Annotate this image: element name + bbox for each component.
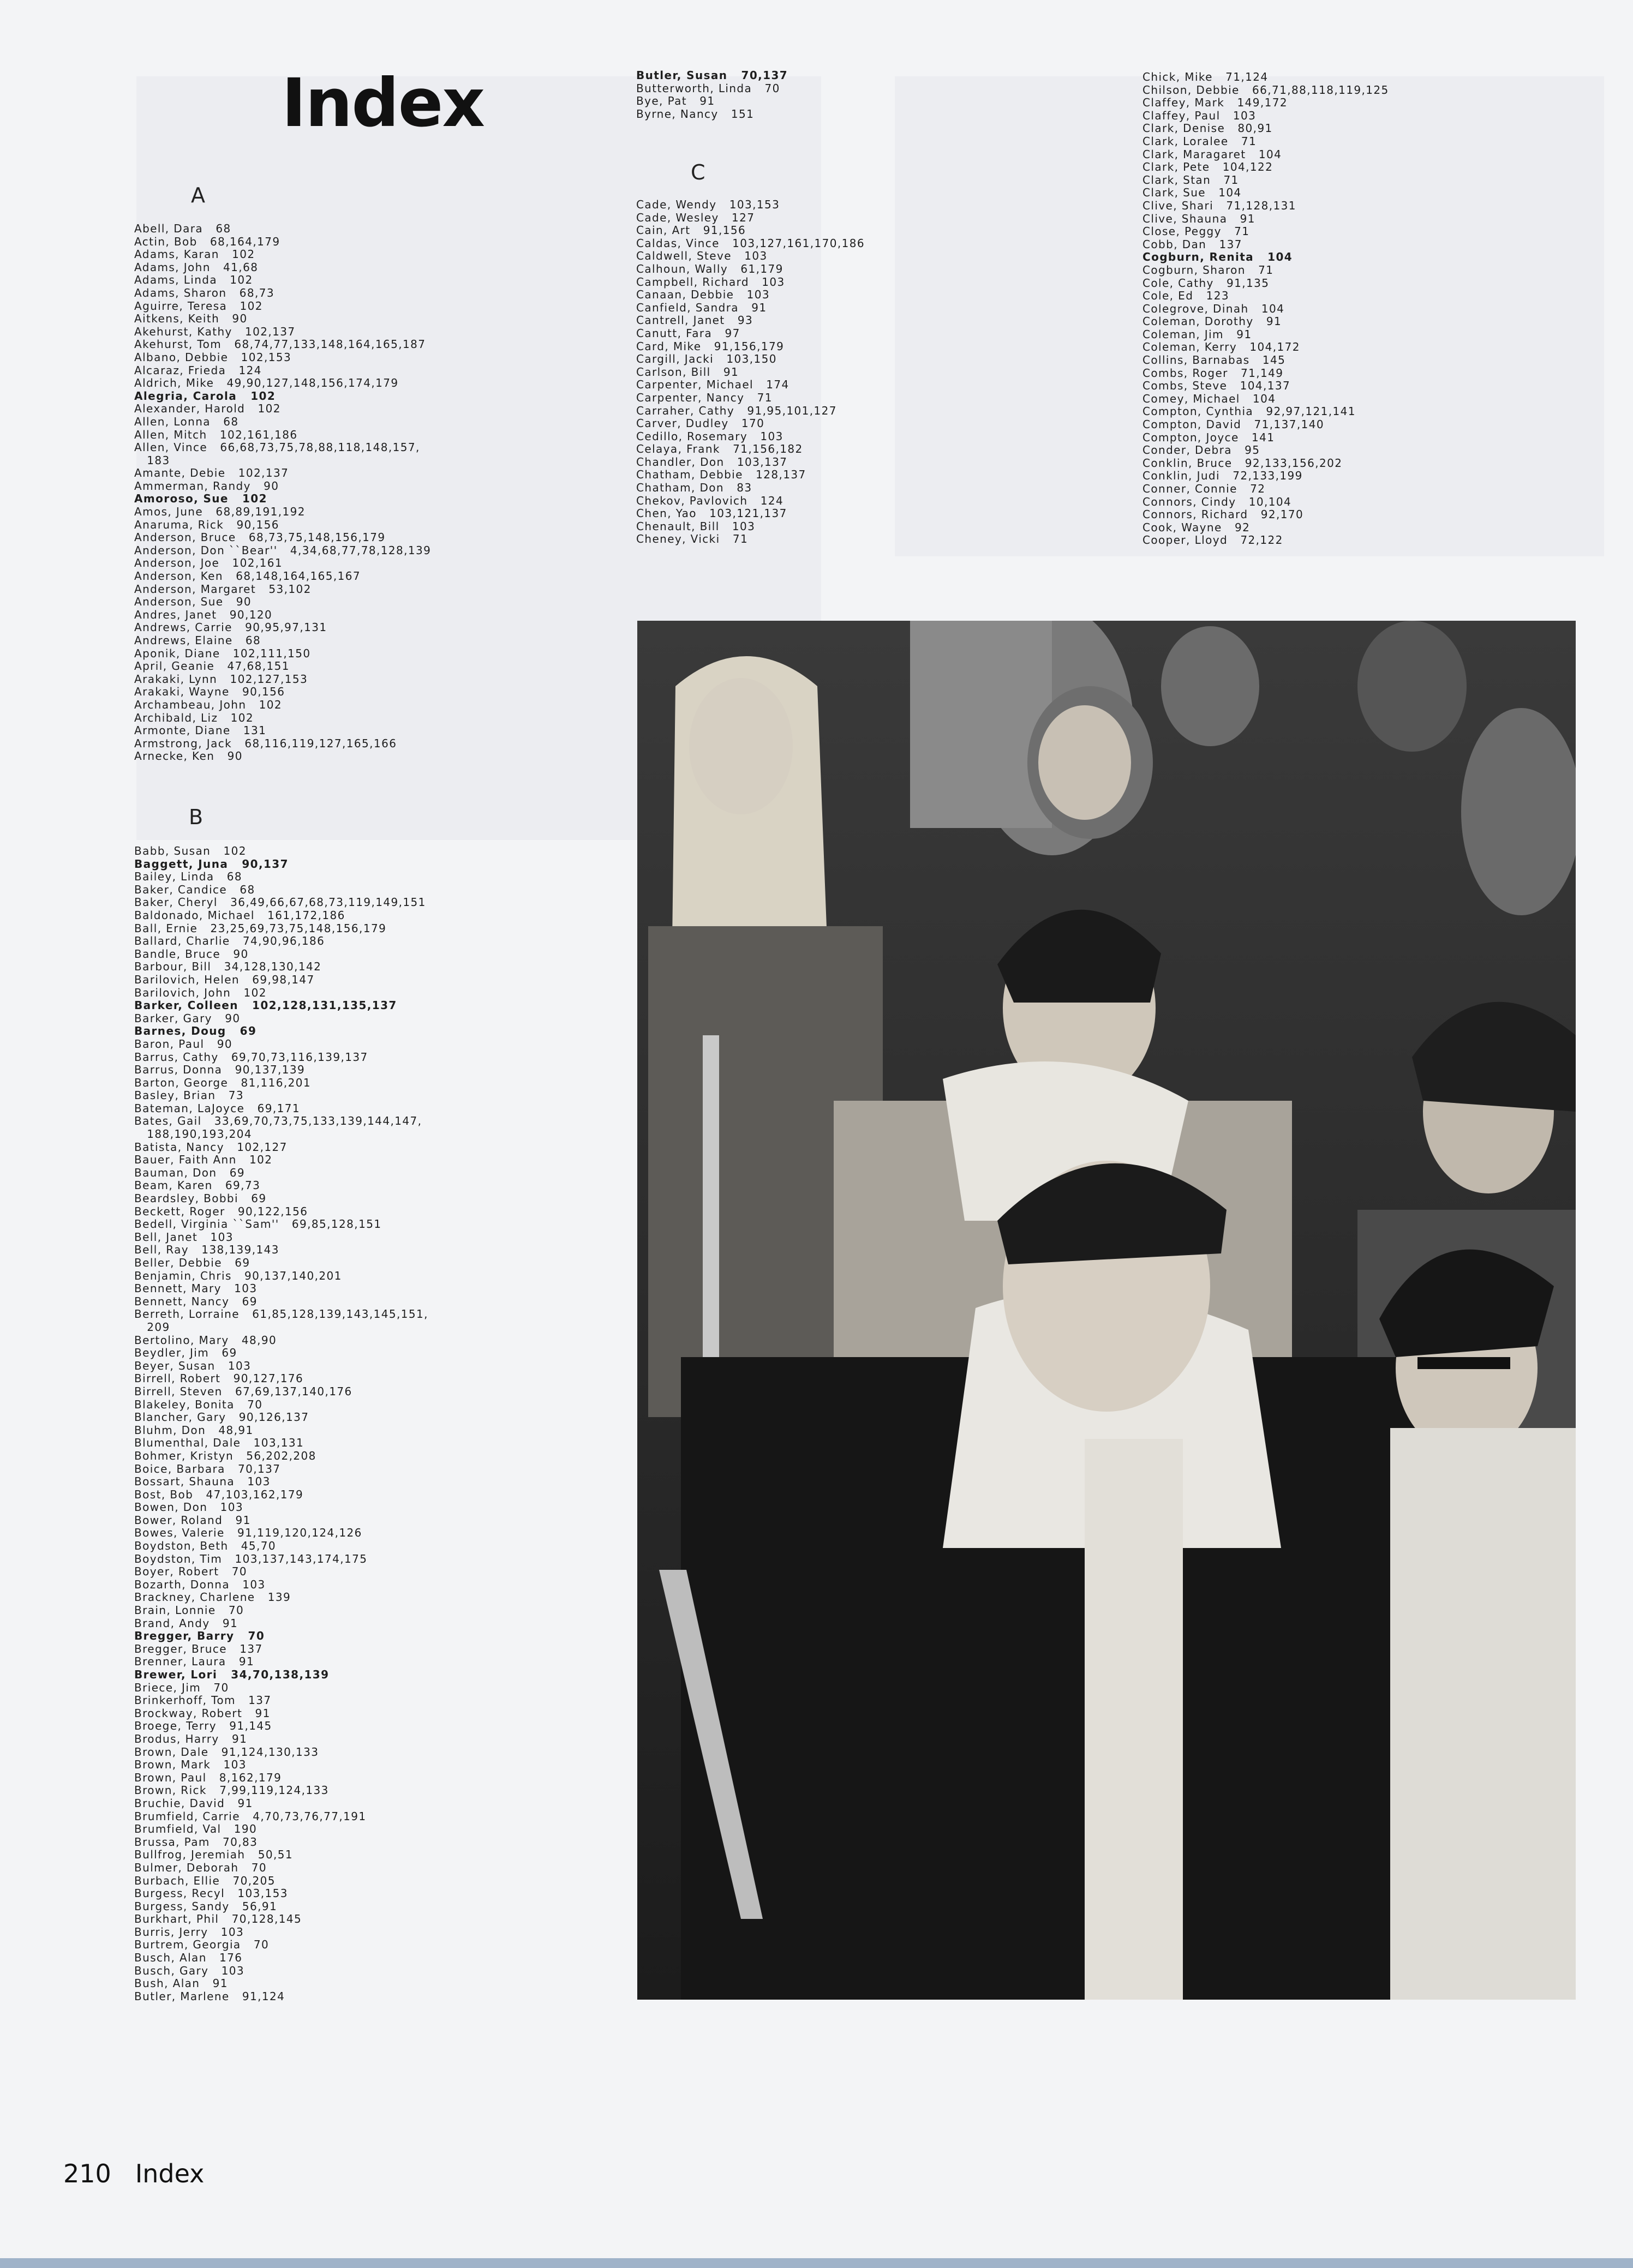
- index-entry: Bell, Janet 103: [134, 1230, 234, 1244]
- index-entry: Anderson, Sue 90: [134, 595, 252, 609]
- index-entry: Barilovich, John 102: [134, 986, 267, 999]
- index-entry: Conklin, Judi 72,133,199: [1142, 469, 1303, 483]
- index-entry: Bush, Alan 91: [134, 1977, 228, 1990]
- index-entry: Cade, Wendy 103,153: [636, 198, 780, 211]
- index-entry: Clark, Loralee 71: [1142, 134, 1257, 148]
- index-entry: Adams, Sharon 68,73: [134, 286, 274, 299]
- index-entry: Adams, Linda 102: [134, 273, 253, 287]
- index-entry: Amoroso, Sue 102: [134, 492, 267, 506]
- index-entry: Akehurst, Kathy 102,137: [134, 325, 296, 338]
- index-entry: April, Geanie 47,68,151: [134, 659, 290, 673]
- index-entry: Birrell, Steven 67,69,137,140,176: [134, 1384, 352, 1398]
- index-entry: Brown, Dale 91,124,130,133: [134, 1745, 319, 1759]
- index-entry: Blumenthal, Dale 103,131: [134, 1436, 304, 1450]
- index-entry: Busch, Alan 176: [134, 1951, 243, 1965]
- running-footer-label: Index: [135, 2159, 205, 2188]
- index-entry: Coleman, Jim 91: [1142, 327, 1252, 341]
- index-entry: Ammerman, Randy 90: [134, 479, 279, 493]
- index-entry: Andrews, Carrie 90,95,97,131: [134, 621, 327, 634]
- index-entry: Clark, Denise 80,91: [1142, 122, 1273, 135]
- index-entry: Conklin, Bruce 92,133,156,202: [1142, 456, 1343, 470]
- index-entry: Beam, Karen 69,73: [134, 1179, 261, 1192]
- index-entry: Barbour, Bill 34,128,130,142: [134, 960, 322, 974]
- index-entry: Carlson, Bill 91: [636, 365, 739, 379]
- index-entry: Anaruma, Rick 90,156: [134, 518, 279, 531]
- section-letter-b: B: [189, 805, 204, 829]
- index-entry: Busch, Gary 103: [134, 1964, 245, 1977]
- index-entry: Bowes, Valerie 91,119,120,124,126: [134, 1526, 362, 1540]
- index-entry: Chatham, Don 83: [636, 481, 752, 495]
- index-entry: Clark, Stan 71: [1142, 173, 1239, 187]
- index-entry: Amante, Debie 102,137: [134, 466, 289, 480]
- index-entry: Albano, Debbie 102,153: [134, 350, 292, 364]
- index-entry: Cole, Cathy 91,135: [1142, 276, 1270, 290]
- index-entry: Butler, Susan 70,137: [636, 69, 788, 82]
- index-entry: Brumfield, Val 190: [134, 1822, 258, 1836]
- index-entry: Carver, Dudley 170: [636, 417, 765, 430]
- index-entry: Collins, Barnabas 145: [1142, 353, 1286, 367]
- index-entry: Beyer, Susan 103: [134, 1359, 252, 1372]
- index-entry: Archambeau, John 102: [134, 698, 283, 711]
- index-column-c-continued: [1142, 71, 1389, 547]
- index-entry: Brockway, Robert 91: [134, 1706, 271, 1720]
- index-entry: Conder, Debra 95: [1142, 443, 1260, 457]
- index-entry: Amos, June 68,89,191,192: [134, 505, 306, 519]
- index-entry: Coleman, Dorothy 91: [1142, 315, 1282, 328]
- index-entry: Bedell, Virginia ``Sam'' 69,85,128,151: [134, 1217, 382, 1231]
- index-entry: Chekov, Pavlovich 124: [636, 494, 784, 507]
- index-entry: Brown, Paul 8,162,179: [134, 1771, 282, 1784]
- index-entry: Berreth, Lorraine 61,85,128,139,143,145,151,: [134, 1307, 428, 1321]
- index-entry: Bauman, Don 69: [134, 1166, 246, 1179]
- index-entry: Campbell, Richard 103: [636, 275, 785, 289]
- student-crowd-photo: [637, 621, 1576, 2000]
- index-entry: Bowen, Don 103: [134, 1501, 243, 1514]
- index-entry: Bullfrog, Jeremiah 50,51: [134, 1848, 293, 1862]
- index-entry: Blakeley, Bonita 70: [134, 1397, 263, 1411]
- index-entry: Beller, Debbie 69: [134, 1256, 250, 1269]
- index-entry: Bateman, LaJoyce 69,171: [134, 1101, 300, 1115]
- index-entry: Batista, Nancy 102,127: [134, 1140, 288, 1154]
- index-entry: Andres, Janet 90,120: [134, 608, 273, 621]
- index-entry: Aponik, Diane 102,111,150: [134, 646, 311, 660]
- index-entry: Beardsley, Bobbi 69: [134, 1192, 267, 1205]
- index-entry: Baker, Cheryl 36,49,66,67,68,73,119,149,151: [134, 896, 426, 909]
- index-entry: Caldwell, Steve 103: [636, 249, 768, 263]
- index-entry: Allen, Lonna 68: [134, 415, 239, 428]
- index-entry: Abell, Dara 68: [134, 222, 231, 235]
- index-entry: Brain, Lonnie 70: [134, 1604, 244, 1617]
- index-entry: Clark, Sue 104: [1142, 186, 1242, 200]
- index-entry: Burbach, Ellie 70,205: [134, 1874, 276, 1887]
- index-column-c: [636, 199, 865, 546]
- index-entry: Barnes, Doug 69: [134, 1024, 257, 1038]
- index-entry: Bossart, Shauna 103: [134, 1475, 271, 1489]
- index-entry: Bertolino, Mary 48,90: [134, 1333, 277, 1347]
- index-entry: Bregger, Bruce 137: [134, 1642, 263, 1655]
- index-entry: Clive, Shauna 91: [1142, 212, 1255, 225]
- index-entry: Bandle, Bruce 90: [134, 947, 249, 961]
- index-entry: Canutt, Fara 97: [636, 326, 740, 340]
- index-entry: Chandler, Don 103,137: [636, 455, 788, 469]
- index-entry: Claffey, Mark 149,172: [1142, 96, 1288, 110]
- index-entry: Bruchie, David 91: [134, 1796, 253, 1810]
- index-entry: Clark, Pete 104,122: [1142, 160, 1273, 174]
- index-entry: Arnecke, Ken 90: [134, 749, 243, 763]
- index-entry: Barton, George 81,116,201: [134, 1076, 311, 1089]
- index-entry: Brown, Rick 7,99,119,124,133: [134, 1784, 329, 1797]
- index-entry: Burkhart, Phil 70,128,145: [134, 1912, 302, 1926]
- index-entry: Clive, Shari 71,128,131: [1142, 199, 1296, 212]
- index-entry: Caldas, Vince 103,127,161,170,186: [636, 236, 865, 250]
- index-entry: Aldrich, Mike 49,90,127,148,156,174,179: [134, 376, 399, 390]
- index-entry: Boydston, Beth 45,70: [134, 1539, 277, 1553]
- index-entry: Chenault, Bill 103: [636, 519, 756, 533]
- index-entry: Bluhm, Don 48,91: [134, 1423, 254, 1437]
- index-entry: Beckett, Roger 90,122,156: [134, 1204, 308, 1218]
- index-entry: Cheney, Vicki 71: [636, 532, 749, 546]
- index-entry: Brumfield, Carrie 4,70,73,76,77,191: [134, 1809, 367, 1823]
- index-entry: 188,190,193,204: [134, 1127, 253, 1141]
- index-entry: Colegrove, Dinah 104: [1142, 302, 1285, 315]
- index-entry: Comey, Michael 104: [1142, 392, 1276, 405]
- index-entry: Armstrong, Jack 68,116,119,127,165,166: [134, 736, 397, 750]
- section-letter-a: A: [191, 183, 205, 207]
- index-entry: Clark, Maragaret 104: [1142, 147, 1282, 161]
- index-entry: Blancher, Gary 90,126,137: [134, 1411, 309, 1424]
- index-entry: Adams, Karan 102: [134, 248, 255, 261]
- index-entry: Actin, Bob 68,164,179: [134, 235, 280, 248]
- index-entry: Bost, Bob 47,103,162,179: [134, 1487, 304, 1501]
- index-entry: Brinkerhoff, Tom 137: [134, 1694, 272, 1707]
- index-entry: Barker, Gary 90: [134, 1011, 241, 1025]
- index-entry: Butterworth, Linda 70: [636, 81, 780, 95]
- index-entry: Cobb, Dan 137: [1142, 237, 1242, 251]
- page-number: 210: [63, 2159, 111, 2188]
- index-entry: Boydston, Tim 103,137,143,174,175: [134, 1552, 368, 1565]
- index-entry: Brand, Andy 91: [134, 1616, 238, 1630]
- index-entry: Bates, Gail 33,69,70,73,75,133,139,144,147,: [134, 1114, 422, 1128]
- index-entry: Anderson, Joe 102,161: [134, 556, 283, 570]
- index-entry: Baggett, Juna 90,137: [134, 857, 289, 871]
- index-entry: Burris, Jerry 103: [134, 1925, 244, 1939]
- index-entry: Combs, Roger 71,149: [1142, 366, 1284, 380]
- index-entry: Beydler, Jim 69: [134, 1346, 237, 1360]
- index-entry: Brewer, Lori 34,70,138,139: [134, 1668, 330, 1681]
- index-entry: Burgess, Recyl 103,153: [134, 1887, 288, 1900]
- index-entry: Alexander, Harold 102: [134, 402, 281, 416]
- index-entry: Byrne, Nancy 151: [636, 107, 755, 121]
- index-entry: Bozarth, Donna 103: [134, 1577, 266, 1591]
- index-entry: Basley, Brian 73: [134, 1089, 244, 1102]
- index-entry: Burgess, Sandy 56,91: [134, 1899, 278, 1913]
- index-entry: Anderson, Margaret 53,102: [134, 582, 312, 596]
- index-entry: Briece, Jim 70: [134, 1681, 229, 1694]
- index-entry: Canfield, Sandra 91: [636, 301, 767, 314]
- index-entry: Calhoun, Wally 61,179: [636, 262, 783, 275]
- index-entry: Compton, Joyce 141: [1142, 430, 1275, 444]
- index-entry: Chatham, Debbie 128,137: [636, 468, 806, 482]
- index-entry: Cain, Art 91,156: [636, 224, 746, 237]
- index-entry: Bailey, Linda 68: [134, 870, 242, 884]
- index-entry: Anderson, Don ``Bear'' 4,34,68,77,78,128,139: [134, 543, 432, 557]
- index-entry: Adams, John 41,68: [134, 260, 259, 274]
- page-title: Index: [282, 64, 484, 142]
- index-entry: Brodus, Harry 91: [134, 1732, 248, 1745]
- index-entry: Chilson, Debbie 66,71,88,118,119,125: [1142, 83, 1389, 97]
- index-entry: Bauer, Faith Ann 102: [134, 1153, 273, 1167]
- index-entry: Andrews, Elaine 68: [134, 634, 261, 647]
- index-entry: Alegria, Carola 102: [134, 389, 276, 403]
- index-entry: Alcaraz, Frieda 124: [134, 363, 262, 377]
- index-entry: Conner, Connie 72: [1142, 482, 1266, 495]
- index-entry: Arakaki, Lynn 102,127,153: [134, 672, 308, 686]
- index-entry: Claffey, Paul 103: [1142, 109, 1257, 122]
- index-entry: Brackney, Charlene 139: [134, 1591, 291, 1604]
- index-entry: Brussa, Pam 70,83: [134, 1835, 258, 1849]
- index-entry: Close, Peggy 71: [1142, 225, 1250, 238]
- index-entry: Baldonado, Michael 161,172,186: [134, 908, 345, 922]
- index-entry: Arakaki, Wayne 90,156: [134, 685, 285, 699]
- index-entry: Armonte, Diane 131: [134, 724, 267, 737]
- index-entry: Chen, Yao 103,121,137: [636, 507, 787, 520]
- index-entry: Compton, David 71,137,140: [1142, 418, 1324, 431]
- index-entry: Bye, Pat 91: [636, 94, 715, 108]
- index-entry: Barilovich, Helen 69,98,147: [134, 973, 315, 986]
- index-entry: Bregger, Barry 70: [134, 1629, 265, 1643]
- index-entry: Boyer, Robert 70: [134, 1565, 248, 1579]
- index-entry: Cooper, Lloyd 72,122: [1142, 533, 1283, 547]
- index-entry: Aguirre, Teresa 102: [134, 299, 263, 313]
- page-folio: [63, 2159, 204, 2188]
- index-entry: Cogburn, Sharon 71: [1142, 263, 1274, 277]
- index-entry: Brenner, Laura 91: [134, 1655, 255, 1669]
- index-entry: Bower, Roland 91: [134, 1513, 251, 1527]
- index-entry: Bennett, Nancy 69: [134, 1294, 258, 1308]
- index-entry: Broege, Terry 91,145: [134, 1719, 272, 1733]
- index-entry: Compton, Cynthia 92,97,121,141: [1142, 405, 1356, 418]
- index-entry: Archibald, Liz 102: [134, 711, 254, 724]
- index-entry: Butler, Marlene 91,124: [134, 1989, 285, 2003]
- index-entry: Birrell, Robert 90,127,176: [134, 1372, 304, 1385]
- index-column-b-continued: [636, 69, 788, 121]
- index-entry: Carpenter, Michael 174: [636, 378, 789, 392]
- index-entry: Bulmer, Deborah 70: [134, 1861, 267, 1874]
- index-entry: Chick, Mike 71,124: [1142, 70, 1269, 83]
- index-entry: Barrus, Donna 90,137,139: [134, 1063, 306, 1077]
- index-entry: Combs, Steve 104,137: [1142, 379, 1291, 393]
- index-column-a: [134, 223, 431, 763]
- index-entry: Cook, Wayne 92: [1142, 520, 1251, 534]
- index-entry: Carraher, Cathy 91,95,101,127: [636, 404, 837, 417]
- index-entry: Bohmer, Kristyn 56,202,208: [134, 1449, 316, 1462]
- index-entry: Cargill, Jacki 103,150: [636, 352, 777, 366]
- index-entry: Cole, Ed 123: [1142, 289, 1229, 303]
- index-entry: Carpenter, Nancy 71: [636, 391, 773, 404]
- index-entry: Ball, Ernie 23,25,69,73,75,148,156,179: [134, 921, 387, 935]
- index-entry: Baron, Paul 90: [134, 1037, 232, 1051]
- index-entry: Aitkens, Keith 90: [134, 312, 248, 326]
- index-entry: Akehurst, Tom 68,74,77,133,148,164,165,187: [134, 338, 426, 351]
- index-entry: Burtrem, Georgia 70: [134, 1938, 270, 1952]
- index-entry: Cogburn, Renita 104: [1142, 250, 1293, 264]
- index-entry: Boice, Barbara 70,137: [134, 1462, 281, 1475]
- index-column-b: [134, 845, 428, 2003]
- index-entry: Cade, Wesley 127: [636, 211, 755, 224]
- index-entry: Connors, Cindy 10,104: [1142, 495, 1292, 508]
- index-entry: Barker, Colleen 102,128,131,135,137: [134, 999, 397, 1012]
- index-entry: Cedillo, Rosemary 103: [636, 429, 783, 443]
- index-entry: Coleman, Kerry 104,172: [1142, 340, 1300, 354]
- index-entry: Baker, Candice 68: [134, 883, 255, 896]
- index-entry: 183: [134, 453, 170, 467]
- index-entry: Bennett, Mary 103: [134, 1282, 258, 1295]
- index-entry: Bell, Ray 138,139,143: [134, 1243, 279, 1257]
- index-entry: Barrus, Cathy 69,70,73,116,139,137: [134, 1050, 368, 1064]
- index-entry: Allen, Mitch 102,161,186: [134, 428, 298, 441]
- index-entry: Canaan, Debbie 103: [636, 288, 770, 302]
- index-entry: Anderson, Ken 68,148,164,165,167: [134, 569, 361, 583]
- index-entry: Ballard, Charlie 74,90,96,186: [134, 934, 325, 948]
- index-entry: Card, Mike 91,156,179: [636, 339, 785, 353]
- index-entry: Anderson, Bruce 68,73,75,148,156,179: [134, 531, 386, 544]
- index-entry: Benjamin, Chris 90,137,140,201: [134, 1269, 342, 1282]
- index-entry: Babb, Susan 102: [134, 844, 247, 857]
- index-entry: Celaya, Frank 71,156,182: [636, 442, 803, 456]
- index-entry: Brown, Mark 103: [134, 1758, 247, 1772]
- section-letter-c: C: [691, 160, 705, 184]
- scan-edge-strip: [0, 2258, 1633, 2268]
- index-entry: Cantrell, Janet 93: [636, 314, 753, 327]
- index-entry: 209: [134, 1320, 170, 1334]
- index-entry: Connors, Richard 92,170: [1142, 508, 1304, 521]
- index-entry: Allen, Vince 66,68,73,75,78,88,118,148,157,: [134, 441, 420, 454]
